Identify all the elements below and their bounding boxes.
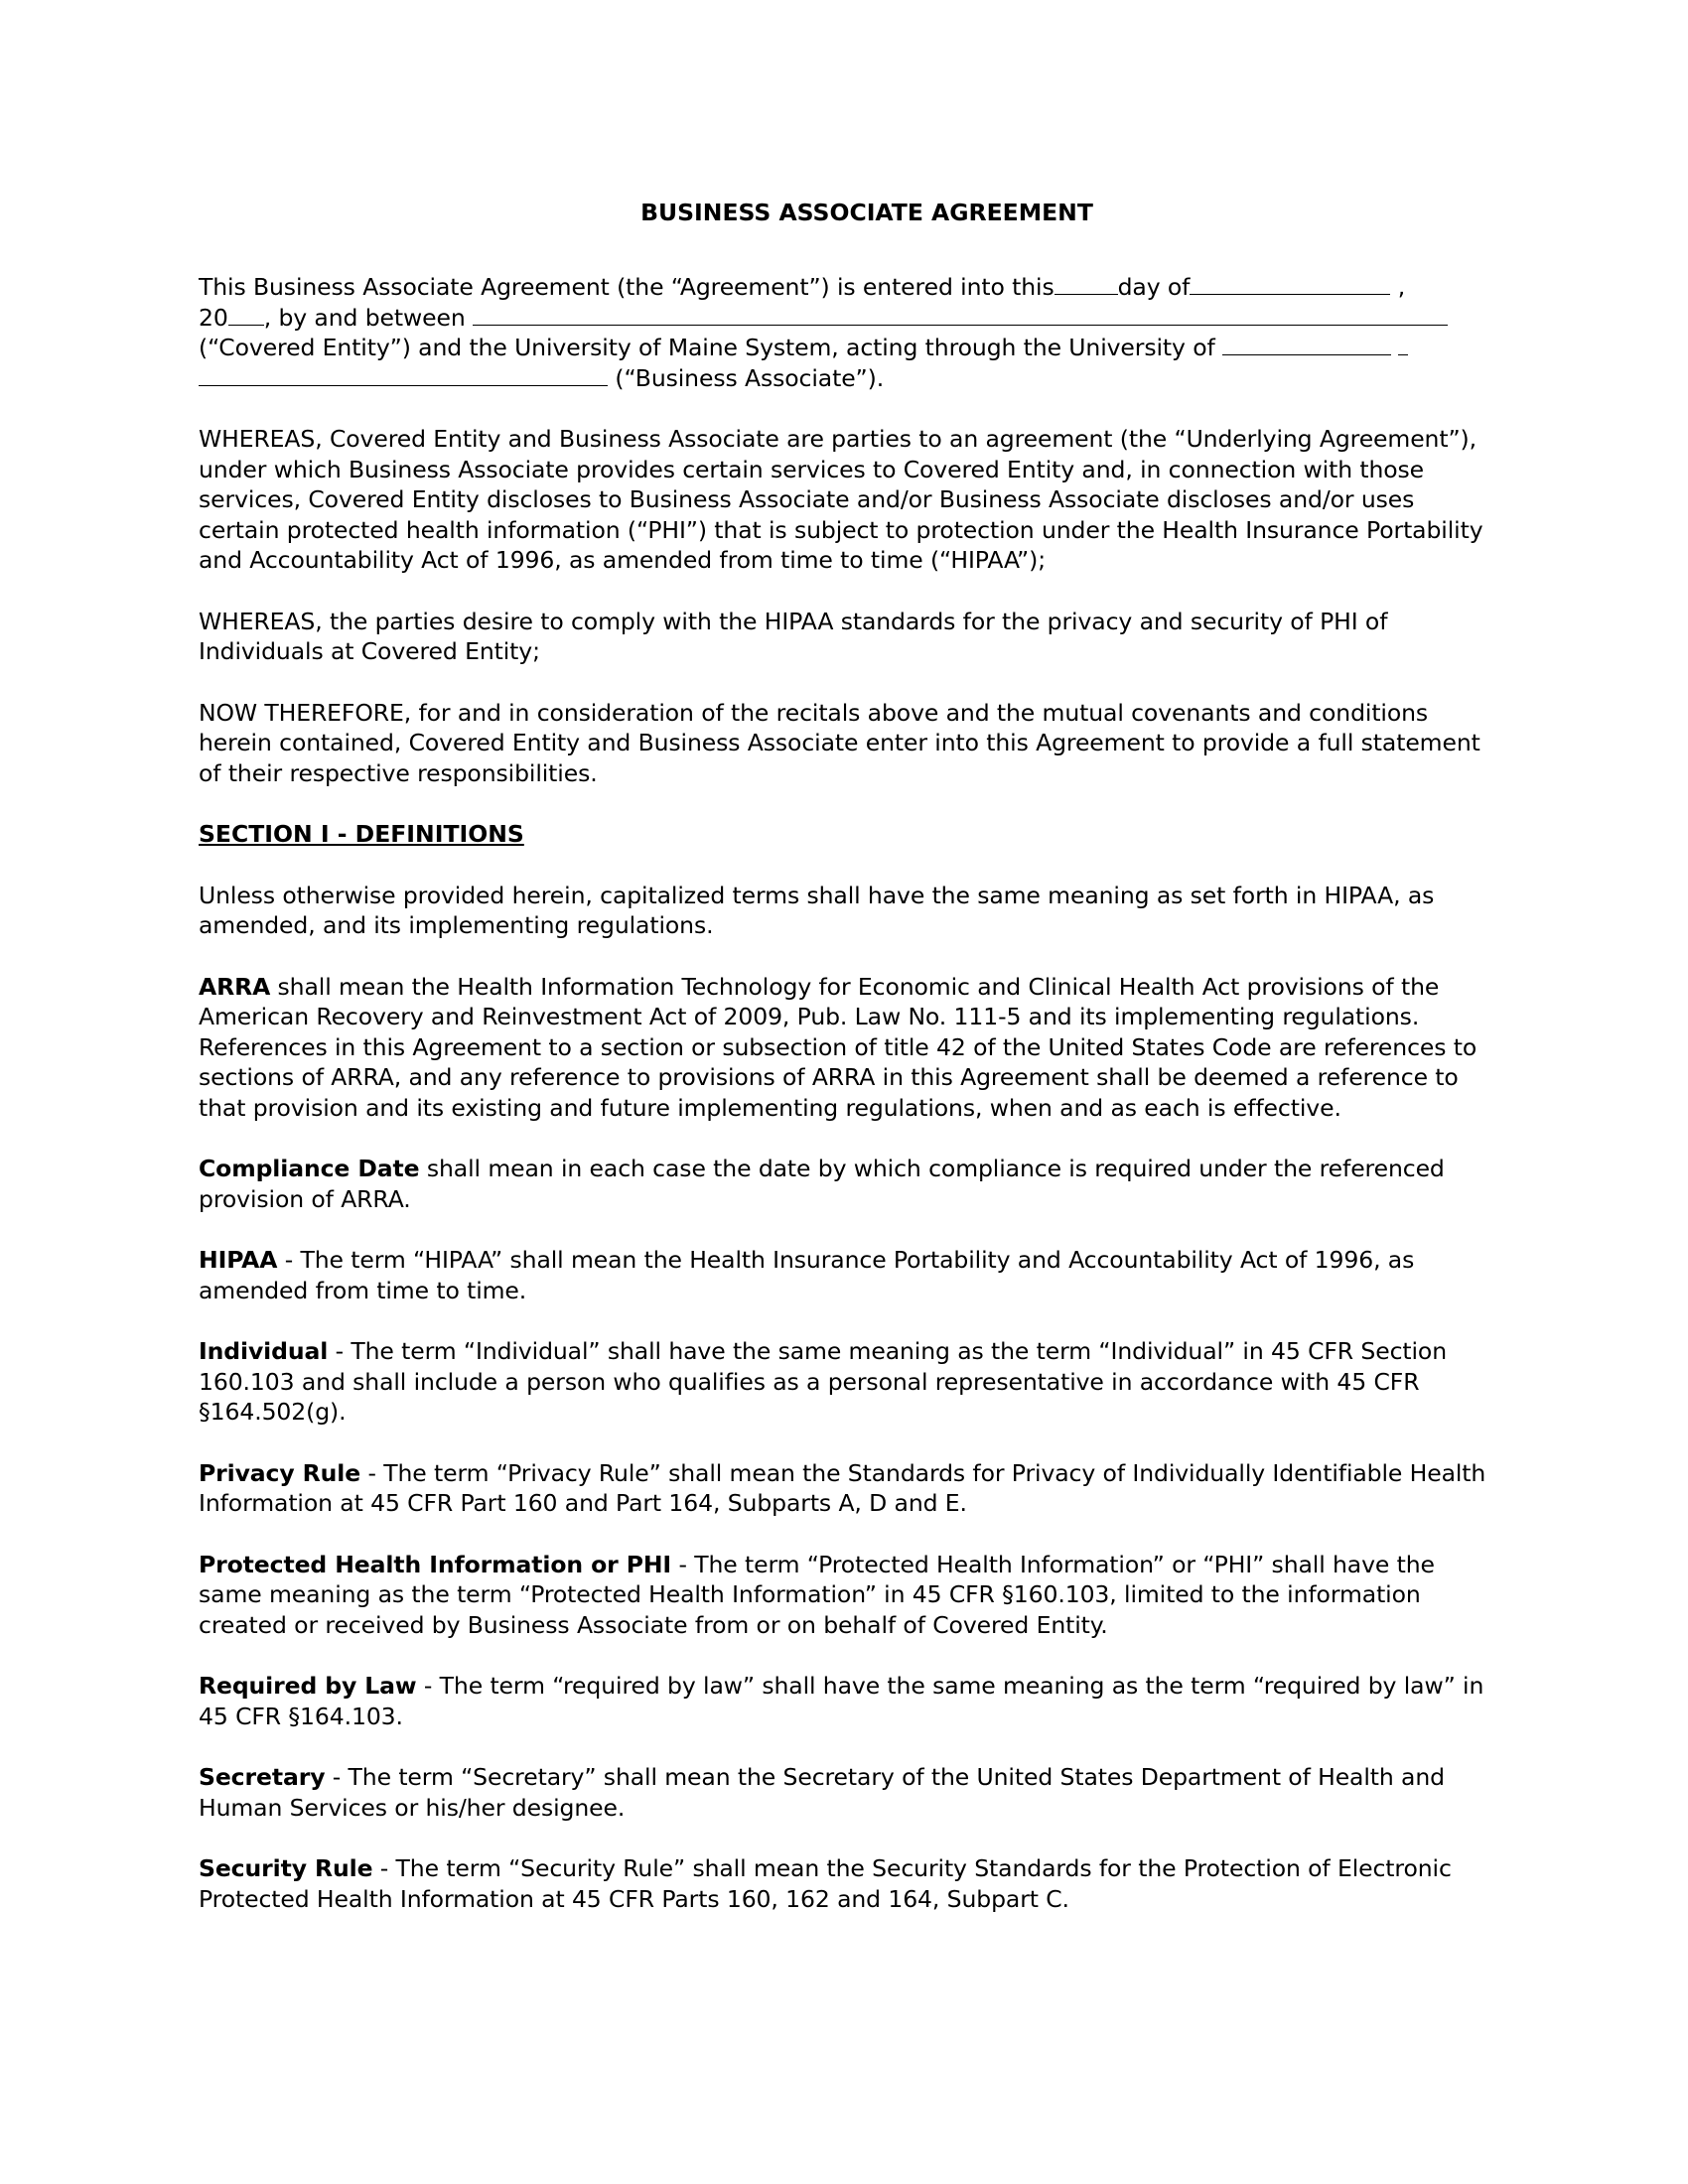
definition-text: - The term “Individual” shall have the same meaning as the term “Individual” in 45 CFR Section 160.103 and shall include a person who qualifies as a personal representative in accordance with 45 CFR §164.502(g). [199,1337,1448,1426]
intro-text-7: (“Business Associate”). [615,363,885,392]
definition-secretary [199,1762,1489,1823]
definition-text: - The term “Protected Health Information” or “PHI” shall have the same meaning as the term “Protected Health Information” in 45 CFR §160.103, limited to the information created or received by Business Associate from or on behalf of Covered Entity. [199,1550,1435,1639]
definition-text: shall mean the Health Information Technology for Economic and Clinical Health Act provisions of the American Recovery and Reinvestment Act of 2009, Pub. Law No. 111-5 and its implementing regulations. References in this Agreement to a section or subsection of title 42 of the United States Code are references to sections of ARRA, and any reference to provisions of ARRA in this Agreement shall be deemed a reference to that provision and its existing and future implementing regulations, when and as each is effective. [199,972,1477,1122]
definition-privacy-rule [199,1458,1489,1519]
whereas-paragraph-2: WHEREAS, the parties desire to comply with the HIPAA standards for the privacy and security of PHI of Individuals at Covered Entity; [199,607,1388,665]
document-body [199,199,1489,1945]
definition-individual [199,1336,1489,1428]
definition-term: Individual [199,1337,329,1365]
intro-paragraph [199,272,1489,393]
definition-term: Required by Law [199,1672,417,1700]
month-blank[interactable] [1190,272,1390,295]
day-blank[interactable] [1055,272,1118,295]
definition-term: Compliance Date [199,1155,420,1182]
definition-text: - The term “Secretary” shall mean the Secretary of the United States Department of Health and Human Services or his/her designee. [199,1763,1445,1822]
definition-term: Privacy Rule [199,1458,361,1487]
intro-text-5: , by and between [263,303,466,332]
whereas-paragraph-1: WHEREAS, Covered Entity and Business Associate are parties to an agreement (the “Underlying Agreement”), under which Business Associate provides certain services to Covered Entity and, in connection with those services, Covered Entity discloses to Business Associate and/or Business Associate discloses and/or uses certain protected health information (“PHI”) that is subject to protection under the Health Insurance Portability and Accountability Act of 1996, as amended from time to time (“HIPAA”); [199,425,1483,574]
now-therefore-paragraph: NOW THEREFORE, for and in consideration of the recitals above and the mutual covenants and conditions herein contained, Covered Entity and Business Associate enter into this Agreement to provide a full statement of their respective responsibilities. [199,698,1480,787]
business-associate-blank[interactable] [199,363,608,386]
university-blank[interactable] [1222,333,1391,355]
intro-text-2: day of [1117,273,1191,301]
definition-term: HIPAA [199,1246,278,1274]
definition-arra [199,972,1489,1124]
definition-phi [199,1550,1489,1641]
year-blank[interactable] [228,303,264,326]
definition-text: shall mean in each case the date by which compliance is required under the referenced provision of ARRA. [199,1155,1445,1213]
definitions-intro: Unless otherwise provided herein, capitalized terms shall have the same meaning as set forth in HIPAA, as amended, and its implementing regulations. [199,881,1435,939]
definition-term: Security Rule [199,1854,373,1882]
definition-text: - The term “Privacy Rule” shall mean the Standards for Privacy of Individually Identifiable Health Information at 45 CFR Part 160 and Part 164, Subparts A, D and E. [199,1458,1486,1517]
intro-text-1: This Business Associate Agreement (the “Agreement”) is entered into this [199,273,1055,301]
covered-entity-blank[interactable] [473,303,1448,326]
definition-compliance-date [199,1154,1489,1214]
definition-text: - The term “Security Rule” shall mean the Security Standards for the Protection of Electronic Protected Health Information at 45 CFR Parts 160, 162 and 164, Subpart C. [199,1854,1452,1913]
definition-required-by-law [199,1671,1489,1731]
definition-term: ARRA [199,972,271,1001]
university-blank-tail[interactable] [1398,333,1408,355]
intro-text-4: 20 [199,303,228,332]
intro-text-6: (“Covered Entity”) and the University of Maine System, acting through the University of [199,334,1215,361]
intro-text-3: , [1397,273,1406,301]
definition-security-rule [199,1853,1489,1914]
document-title: BUSINESS ASSOCIATE AGREEMENT [640,199,1093,226]
definition-term: Secretary [199,1763,326,1791]
definition-text: - The term “required by law” shall have the same meaning as the term “required by law” in 45 CFR §164.103. [199,1672,1484,1730]
definition-hipaa [199,1245,1489,1305]
section-heading-definitions: SECTION I - DEFINITIONS [199,820,524,848]
definition-text: - The term “HIPAA” shall mean the Health Insurance Portability and Accountability Act of 1996, as amended from time to time. [199,1246,1415,1304]
definition-term: Protected Health Information or PHI [199,1550,672,1578]
